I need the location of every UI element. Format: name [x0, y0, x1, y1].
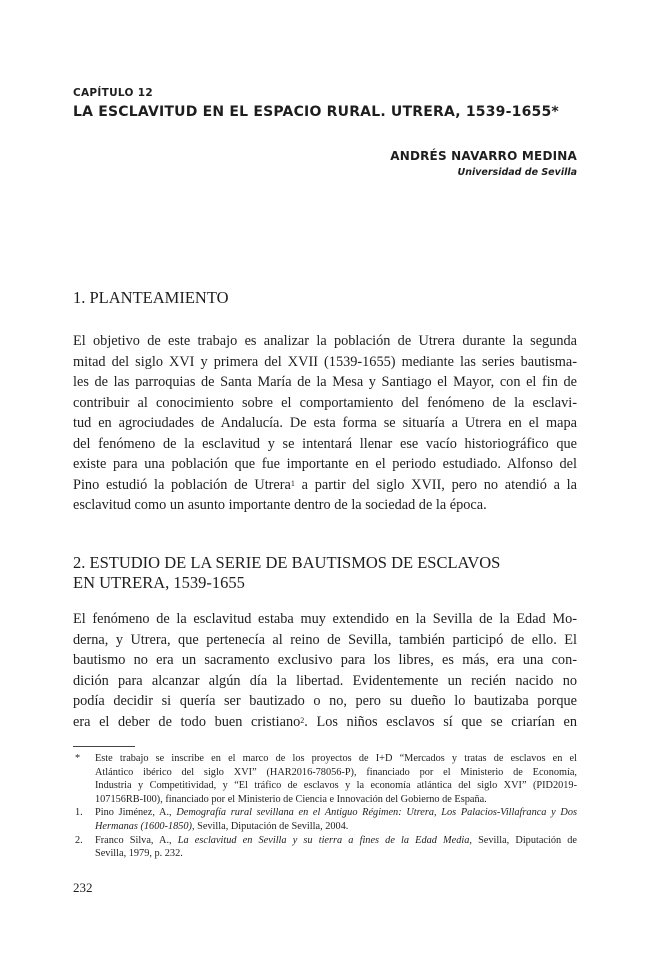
footnote	[73, 752, 577, 806]
text-segment: , Sevilla, Diputación de Sevilla, 2004.	[191, 820, 349, 832]
footnote-line: Atlántico ibérico del siglo XVI” (HAR2016-78056-P), financiado por el Ministerio de Economía,	[95, 766, 577, 778]
footnote-mark: 2.	[75, 834, 83, 846]
book-title: Hermanas (1600-1850)	[95, 820, 192, 832]
text-line: El fenómeno de la esclavitud estaba muy extendido en la Sevilla de la Edad Mo-	[73, 611, 577, 627]
footnote-mark: 1.	[75, 807, 83, 819]
body-paragraph	[73, 331, 577, 516]
text-line: El objetivo de este trabajo es analizar la población de Utrera durante la segunda	[73, 333, 577, 349]
chapter-title: LA ESCLAVITUD EN EL ESPACIO RURAL. UTRERA, 1539-1655*	[73, 104, 559, 120]
footnote-text	[95, 806, 577, 833]
text-line: del fenómeno de la esclavitud y se intentará llenar ese vacío historiográfico que	[73, 435, 577, 452]
footnote-line: Sevilla, 1979, p. 232.	[95, 848, 183, 860]
footnote-ref[interactable]: 2	[300, 715, 305, 725]
text-line: esclavitud como un asunto importante dentro de la sociedad de la época.	[73, 497, 487, 513]
footnote-line: 107156RB-I00), financiado por el Ministerio de Ciencia e Innovación del Gobierno de España.	[95, 793, 487, 805]
section-heading	[73, 553, 500, 593]
author-block	[390, 149, 577, 178]
footnote-line	[95, 834, 577, 848]
footnote-line	[95, 820, 577, 834]
chapter-label: CAPÍTULO 12	[73, 87, 153, 99]
book-title: Demografía rural sevillana en el Antiguo Régimen: Utrera, Los Palacios-Villafranca y Dos	[176, 807, 577, 819]
section-heading-line: 2. ESTUDIO DE LA SERIE DE BAUTISMOS DE ESCLAVOS	[73, 553, 501, 572]
footnote-line: Industria y Competitividad, y “El tráfico de esclavos y la economía atlántica del siglo XVI” (PID2019-	[95, 780, 577, 792]
footnotes	[73, 752, 577, 861]
footnote-text	[95, 752, 577, 806]
author-affiliation: Universidad de Sevilla	[457, 167, 577, 178]
text-line: les de las parroquias de Santa María de la Mesa y Santiago el Mayor, con el fin de	[73, 374, 577, 390]
text-line: podía decidir si quería ser bautizado o no, pero su dueño lo bautizaba porque	[73, 693, 577, 709]
section-heading: 1. PLANTEAMIENTO	[73, 288, 229, 307]
text-segment: Franco Silva, A.,	[95, 834, 178, 846]
text-line: contribuir al conocimiento sobre el comportamiento del fenómeno de la esclavi-	[73, 394, 577, 411]
footnote	[73, 806, 577, 833]
section-heading-line: EN UTRERA, 1539-1655	[73, 573, 245, 592]
text-line	[73, 475, 577, 496]
book-title: La esclavitud en Sevilla y su tierra a fines de la Edad Media	[177, 834, 470, 846]
footnote-text	[95, 834, 577, 861]
footnote-line: Este trabajo se inscribe en el marco de los proyectos de I+D “Mercados y tratas de esclavos en el	[95, 753, 577, 764]
footnote-divider	[73, 746, 135, 747]
footnote	[73, 834, 577, 861]
text-line: derna, y Utrera, que pertenecía al reino de Sevilla, también participó de ello. El	[73, 631, 577, 648]
text-line: mitad del siglo XVI y primera del XVII (1539-1655) mediante las series bautisma-	[73, 353, 577, 370]
text-line: bautismo no era un sacramento exclusivo para los libres, es más, era una con-	[73, 652, 577, 668]
author-name: ANDRÉS NAVARRO MEDINA	[390, 149, 577, 163]
page-number: 232	[73, 880, 93, 895]
text-segment: Pino Jiménez, A.,	[95, 807, 177, 819]
text-segment: Pino estudió la población de Utrera	[73, 476, 291, 493]
text-segment: era el deber de todo buen cristiano	[73, 713, 301, 730]
text-line: tud en agrociudades de Andalucía. De esta forma se situaría a Utrera en el mapa	[73, 415, 577, 431]
footnote-mark: *	[75, 753, 81, 764]
text-segment: , Sevilla, Diputación de	[469, 834, 577, 846]
text-line	[73, 712, 577, 733]
text-line: existe para una población que fue importante en el periodo estudiado. Alfonso del	[73, 456, 577, 472]
body-paragraph	[73, 609, 577, 732]
text-segment: . Los niños esclavos sí que se criarían en	[304, 713, 577, 730]
text-line: dición para alcanzar algún día la libertad. Evidentemente un recién nacido no	[73, 672, 577, 689]
footnote-line	[95, 806, 577, 820]
footnote-ref[interactable]: 1	[290, 478, 295, 488]
text-segment: a partir del siglo XVII, pero no atendió a la	[301, 476, 577, 493]
